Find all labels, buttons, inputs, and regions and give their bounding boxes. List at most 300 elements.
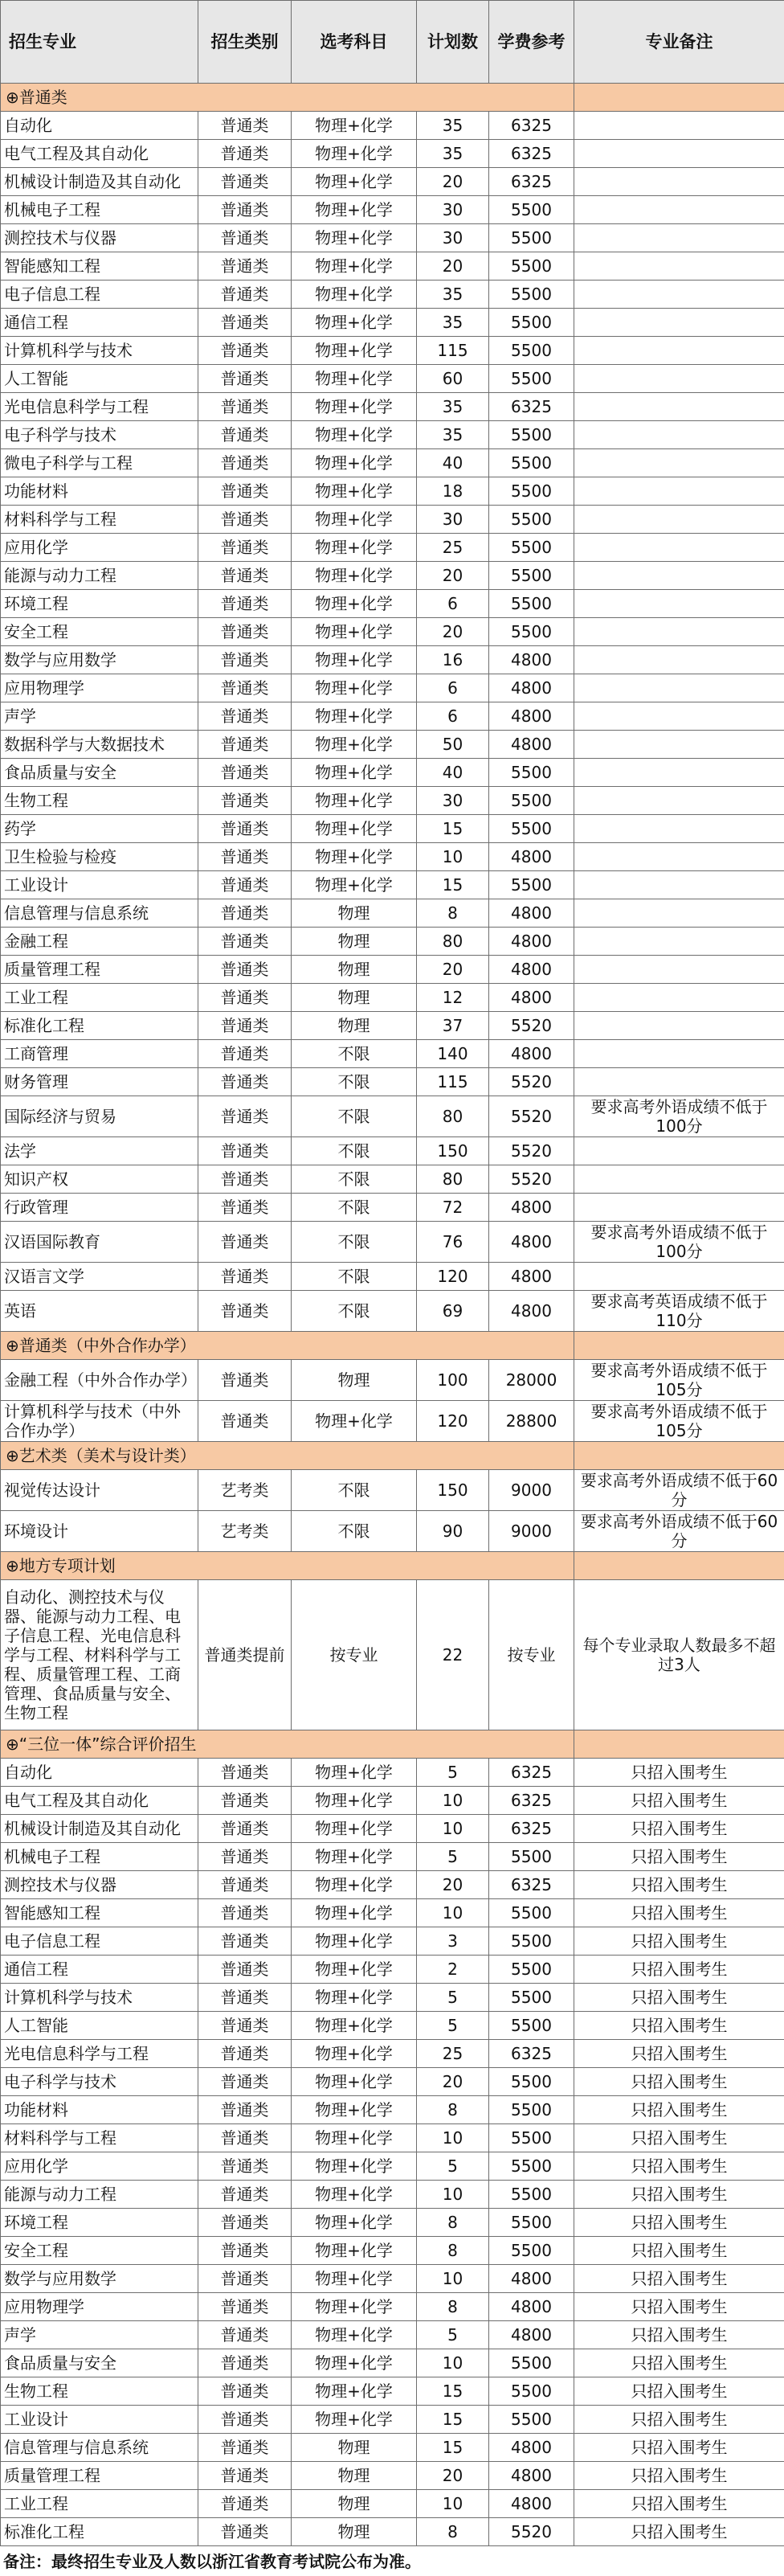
cell-tuition: 5500 <box>489 2096 574 2124</box>
cell-quota: 150 <box>417 1470 489 1511</box>
cell-notes <box>574 984 784 1012</box>
cell-major: 自动化、测控技术与仪器、能源与动力工程、电子信息工程、光电信息科学与工程、材料科学与工程、质量管理工程、工商管理、食品质量与安全、生物工程 <box>1 1580 198 1730</box>
cell-subjects: 物理+化学 <box>292 787 417 815</box>
cell-notes <box>574 590 784 618</box>
table-row <box>1 956 784 984</box>
cell-major: 数学与应用数学 <box>1 646 198 674</box>
cell-quota: 22 <box>417 1580 489 1730</box>
cell-notes: 只招入围考生 <box>574 1871 784 1899</box>
cell-category: 普通类 <box>198 449 292 477</box>
cell-category: 普通类 <box>198 956 292 984</box>
cell-major: 法学 <box>1 1137 198 1165</box>
cell-tuition: 5500 <box>489 309 574 337</box>
cell-category: 普通类 <box>198 1843 292 1871</box>
cell-notes <box>574 787 784 815</box>
cell-subjects: 物理+化学 <box>292 2209 417 2237</box>
table-row <box>1 1899 784 1927</box>
cell-subjects: 物理+化学 <box>292 871 417 899</box>
table-row <box>1 562 784 590</box>
cell-category: 普通类 <box>198 2237 292 2265</box>
cell-major: 标准化工程 <box>1 2518 198 2546</box>
cell-quota: 6 <box>417 674 489 702</box>
section-header <box>1 1730 784 1759</box>
cell-quota: 120 <box>417 1401 489 1442</box>
cell-category: 普通类 <box>198 871 292 899</box>
cell-category: 普通类 <box>198 1291 292 1332</box>
cell-quota: 5 <box>417 1843 489 1871</box>
cell-category: 普通类 <box>198 2181 292 2209</box>
cell-category: 普通类 <box>198 562 292 590</box>
cell-subjects: 物理+化学 <box>292 2012 417 2040</box>
table-row <box>1 449 784 477</box>
cell-subjects: 不限 <box>292 1222 417 1263</box>
cell-tuition: 5500 <box>489 196 574 224</box>
section-empty-cell <box>574 1552 784 1580</box>
cell-subjects: 物理+化学 <box>292 2293 417 2321</box>
cell-category: 普通类 <box>198 1871 292 1899</box>
cell-notes: 只招入围考生 <box>574 2434 784 2462</box>
cell-major: 电子信息工程 <box>1 281 198 309</box>
table-row <box>1 1096 784 1137</box>
cell-subjects: 物理 <box>292 2462 417 2490</box>
section-header <box>1 1332 784 1360</box>
cell-notes: 要求高考外语成绩不低于60分 <box>574 1470 784 1511</box>
table-row <box>1 1759 784 1787</box>
cell-notes <box>574 871 784 899</box>
cell-category: 普通类 <box>198 2209 292 2237</box>
cell-tuition: 5500 <box>489 365 574 393</box>
cell-quota: 8 <box>417 2518 489 2546</box>
cell-notes: 只招入围考生 <box>574 2012 784 2040</box>
cell-notes <box>574 843 784 871</box>
cell-major: 工业工程 <box>1 984 198 1012</box>
cell-tuition: 4800 <box>489 731 574 759</box>
cell-tuition: 6325 <box>489 112 574 140</box>
cell-quota: 35 <box>417 112 489 140</box>
table-row <box>1 2406 784 2434</box>
cell-category: 普通类 <box>198 984 292 1012</box>
cell-notes <box>574 1068 784 1096</box>
cell-major: 英语 <box>1 1291 198 1332</box>
cell-subjects: 物理+化学 <box>292 365 417 393</box>
cell-category: 普通类 <box>198 1096 292 1137</box>
table-row <box>1 1956 784 1984</box>
section-header <box>1 1552 784 1580</box>
cell-subjects: 物理+化学 <box>292 337 417 365</box>
cell-notes: 只招入围考生 <box>574 1787 784 1815</box>
cell-category: 普通类提前 <box>198 1580 292 1730</box>
table-row <box>1 590 784 618</box>
cell-notes <box>574 815 784 843</box>
table-row <box>1 1222 784 1263</box>
cell-major: 生物工程 <box>1 787 198 815</box>
cell-tuition: 4800 <box>489 646 574 674</box>
cell-quota: 18 <box>417 477 489 506</box>
cell-subjects: 物理+化学 <box>292 1984 417 2012</box>
cell-tuition: 5500 <box>489 759 574 787</box>
cell-category: 普通类 <box>198 843 292 871</box>
cell-major: 安全工程 <box>1 2237 198 2265</box>
cell-subjects: 物理+化学 <box>292 477 417 506</box>
header-notes: 专业备注 <box>574 1 784 84</box>
cell-tuition: 5520 <box>489 1137 574 1165</box>
cell-major: 通信工程 <box>1 1956 198 1984</box>
cell-tuition: 5500 <box>489 1956 574 1984</box>
cell-major: 应用物理学 <box>1 674 198 702</box>
table-row <box>1 2462 784 2490</box>
cell-major: 国际经济与贸易 <box>1 1096 198 1137</box>
cell-quota: 8 <box>417 2237 489 2265</box>
cell-subjects: 物理+化学 <box>292 449 417 477</box>
cell-category: 普通类 <box>198 1165 292 1194</box>
cell-quota: 37 <box>417 1012 489 1040</box>
cell-tuition: 4800 <box>489 702 574 731</box>
cell-quota: 30 <box>417 787 489 815</box>
table-row <box>1 2434 784 2462</box>
cell-notes: 只招入围考生 <box>574 2209 784 2237</box>
cell-tuition: 6325 <box>489 168 574 196</box>
cell-subjects: 物理+化学 <box>292 1927 417 1956</box>
header-major: 招生专业 <box>1 1 198 84</box>
cell-notes <box>574 646 784 674</box>
section-title: ⊕“三位一体”综合评价招生 <box>1 1730 574 1759</box>
table-row <box>1 506 784 534</box>
cell-major: 环境工程 <box>1 2209 198 2237</box>
cell-tuition: 5500 <box>489 252 574 281</box>
cell-tuition: 6325 <box>489 2040 574 2068</box>
cell-tuition: 5520 <box>489 1096 574 1137</box>
cell-notes: 只招入围考生 <box>574 1899 784 1927</box>
cell-major: 质量管理工程 <box>1 2462 198 2490</box>
cell-notes: 只招入围考生 <box>574 2265 784 2293</box>
cell-subjects: 按专业 <box>292 1580 417 1730</box>
cell-category: 普通类 <box>198 393 292 421</box>
cell-major: 电气工程及其自动化 <box>1 140 198 168</box>
cell-category: 普通类 <box>198 365 292 393</box>
cell-tuition: 6325 <box>489 140 574 168</box>
cell-major: 应用化学 <box>1 2152 198 2181</box>
cell-tuition: 5500 <box>489 2237 574 2265</box>
cell-subjects: 物理+化学 <box>292 1815 417 1843</box>
section-empty-cell <box>574 1730 784 1759</box>
cell-quota: 2 <box>417 1956 489 1984</box>
cell-subjects: 物理+化学 <box>292 252 417 281</box>
cell-notes <box>574 899 784 928</box>
cell-notes: 只招入围考生 <box>574 1956 784 1984</box>
cell-major: 光电信息科学与工程 <box>1 2040 198 2068</box>
table-body <box>1 84 784 2546</box>
cell-tuition: 5500 <box>489 281 574 309</box>
cell-category: 普通类 <box>198 224 292 252</box>
cell-tuition: 6325 <box>489 1787 574 1815</box>
cell-notes: 只招入围考生 <box>574 1759 784 1787</box>
cell-major: 环境设计 <box>1 1511 198 1552</box>
cell-subjects: 物理+化学 <box>292 140 417 168</box>
cell-quota: 6 <box>417 590 489 618</box>
cell-major: 自动化 <box>1 1759 198 1787</box>
cell-subjects: 物理 <box>292 928 417 956</box>
cell-subjects: 物理 <box>292 984 417 1012</box>
table-row <box>1 2096 784 2124</box>
cell-major: 计算机科学与技术 <box>1 337 198 365</box>
cell-category: 普通类 <box>198 1401 292 1442</box>
cell-tuition: 5500 <box>489 871 574 899</box>
cell-tuition: 4800 <box>489 2490 574 2518</box>
cell-subjects: 物理+化学 <box>292 646 417 674</box>
cell-tuition: 5500 <box>489 1984 574 2012</box>
cell-tuition: 5520 <box>489 1165 574 1194</box>
table-row <box>1 1291 784 1332</box>
cell-subjects: 物理 <box>292 1012 417 1040</box>
table-row <box>1 1012 784 1040</box>
cell-major: 安全工程 <box>1 618 198 646</box>
cell-category: 普通类 <box>198 2265 292 2293</box>
cell-major: 金融工程 <box>1 928 198 956</box>
table-row <box>1 1927 784 1956</box>
cell-subjects: 物理+化学 <box>292 1843 417 1871</box>
cell-tuition: 5500 <box>489 477 574 506</box>
cell-major: 汉语言文学 <box>1 1263 198 1291</box>
cell-quota: 35 <box>417 140 489 168</box>
cell-category: 普通类 <box>198 1360 292 1401</box>
cell-category: 普通类 <box>198 112 292 140</box>
cell-tuition: 5500 <box>489 787 574 815</box>
cell-major: 工商管理 <box>1 1040 198 1068</box>
cell-major: 通信工程 <box>1 309 198 337</box>
cell-subjects: 物理+化学 <box>292 562 417 590</box>
cell-category: 普通类 <box>198 2152 292 2181</box>
table-row <box>1 421 784 449</box>
cell-major: 测控技术与仪器 <box>1 1871 198 1899</box>
cell-tuition: 5500 <box>489 1843 574 1871</box>
cell-subjects: 物理+化学 <box>292 534 417 562</box>
cell-subjects: 物理+化学 <box>292 168 417 196</box>
cell-notes <box>574 393 784 421</box>
cell-quota: 10 <box>417 2490 489 2518</box>
cell-category: 普通类 <box>198 506 292 534</box>
cell-category: 普通类 <box>198 787 292 815</box>
cell-major: 电气工程及其自动化 <box>1 1787 198 1815</box>
cell-tuition: 5500 <box>489 534 574 562</box>
cell-notes <box>574 759 784 787</box>
cell-subjects: 物理+化学 <box>292 2068 417 2096</box>
cell-major: 应用化学 <box>1 534 198 562</box>
cell-major: 工业设计 <box>1 871 198 899</box>
cell-quota: 8 <box>417 2293 489 2321</box>
table-row <box>1 1401 784 1442</box>
cell-tuition: 28800 <box>489 1401 574 1442</box>
cell-quota: 6 <box>417 702 489 731</box>
table-row <box>1 2265 784 2293</box>
cell-major: 行政管理 <box>1 1194 198 1222</box>
cell-tuition: 5520 <box>489 1012 574 1040</box>
table-row <box>1 2209 784 2237</box>
cell-major: 生物工程 <box>1 2377 198 2406</box>
cell-category: 普通类 <box>198 252 292 281</box>
table-row <box>1 1580 784 1730</box>
cell-notes: 要求高考外语成绩不低于60分 <box>574 1511 784 1552</box>
cell-category: 普通类 <box>198 140 292 168</box>
table-row <box>1 618 784 646</box>
cell-notes <box>574 112 784 140</box>
cell-major: 工业工程 <box>1 2490 198 2518</box>
cell-major: 材料科学与工程 <box>1 506 198 534</box>
cell-quota: 5 <box>417 2321 489 2349</box>
cell-quota: 35 <box>417 309 489 337</box>
cell-major: 自动化 <box>1 112 198 140</box>
cell-major: 信息管理与信息系统 <box>1 2434 198 2462</box>
cell-notes: 只招入围考生 <box>574 1815 784 1843</box>
cell-quota: 5 <box>417 1984 489 2012</box>
cell-quota: 20 <box>417 168 489 196</box>
cell-category: 普通类 <box>198 309 292 337</box>
cell-notes: 只招入围考生 <box>574 2406 784 2434</box>
cell-quota: 15 <box>417 871 489 899</box>
cell-subjects: 物理+化学 <box>292 1759 417 1787</box>
cell-tuition: 4800 <box>489 1222 574 1263</box>
cell-tuition: 4800 <box>489 1291 574 1332</box>
cell-category: 普通类 <box>198 2040 292 2068</box>
cell-category: 普通类 <box>198 1012 292 1040</box>
cell-tuition: 9000 <box>489 1511 574 1552</box>
cell-quota: 12 <box>417 984 489 1012</box>
table-row <box>1 1843 784 1871</box>
cell-major: 金融工程（中外合作办学） <box>1 1360 198 1401</box>
table-row <box>1 2181 784 2209</box>
cell-subjects: 物理+化学 <box>292 2040 417 2068</box>
cell-tuition: 6325 <box>489 1815 574 1843</box>
cell-quota: 40 <box>417 449 489 477</box>
cell-subjects: 物理+化学 <box>292 224 417 252</box>
cell-tuition: 6325 <box>489 1871 574 1899</box>
cell-major: 能源与动力工程 <box>1 2181 198 2209</box>
cell-subjects: 物理+化学 <box>292 309 417 337</box>
table-row <box>1 899 784 928</box>
cell-tuition: 9000 <box>489 1470 574 1511</box>
cell-category: 普通类 <box>198 646 292 674</box>
cell-notes <box>574 281 784 309</box>
cell-major: 光电信息科学与工程 <box>1 393 198 421</box>
cell-subjects: 物理+化学 <box>292 702 417 731</box>
cell-subjects: 不限 <box>292 1040 417 1068</box>
cell-category: 普通类 <box>198 815 292 843</box>
cell-notes: 只招入围考生 <box>574 2293 784 2321</box>
cell-notes: 要求高考外语成绩不低于100分 <box>574 1222 784 1263</box>
cell-tuition: 4800 <box>489 2462 574 2490</box>
table-row <box>1 1787 784 1815</box>
cell-quota: 100 <box>417 1360 489 1401</box>
cell-tuition: 5520 <box>489 2518 574 2546</box>
cell-subjects: 物理+化学 <box>292 2321 417 2349</box>
cell-quota: 10 <box>417 843 489 871</box>
cell-category: 普通类 <box>198 928 292 956</box>
cell-notes: 只招入围考生 <box>574 2152 784 2181</box>
cell-category: 艺考类 <box>198 1511 292 1552</box>
cell-quota: 20 <box>417 562 489 590</box>
cell-major: 电子信息工程 <box>1 1927 198 1956</box>
cell-quota: 10 <box>417 2181 489 2209</box>
table-row <box>1 2124 784 2152</box>
cell-category: 普通类 <box>198 2096 292 2124</box>
cell-quota: 20 <box>417 2068 489 2096</box>
table-row <box>1 2490 784 2518</box>
cell-tuition: 5500 <box>489 2124 574 2152</box>
cell-tuition: 5500 <box>489 590 574 618</box>
cell-tuition: 按专业 <box>489 1580 574 1730</box>
cell-category: 普通类 <box>198 281 292 309</box>
cell-major: 智能感知工程 <box>1 252 198 281</box>
cell-major: 食品质量与安全 <box>1 2349 198 2377</box>
table-row <box>1 168 784 196</box>
cell-subjects: 物理+化学 <box>292 843 417 871</box>
cell-category: 普通类 <box>198 1899 292 1927</box>
cell-notes <box>574 562 784 590</box>
cell-notes: 只招入围考生 <box>574 2377 784 2406</box>
cell-category: 普通类 <box>198 2293 292 2321</box>
table-row <box>1 1815 784 1843</box>
cell-major: 电子科学与技术 <box>1 2068 198 2096</box>
cell-subjects: 物理 <box>292 899 417 928</box>
cell-tuition: 4800 <box>489 984 574 1012</box>
cell-category: 普通类 <box>198 1927 292 1956</box>
cell-subjects: 不限 <box>292 1511 417 1552</box>
cell-subjects: 物理+化学 <box>292 674 417 702</box>
cell-major: 声学 <box>1 2321 198 2349</box>
cell-notes: 只招入围考生 <box>574 2124 784 2152</box>
cell-tuition: 5500 <box>489 449 574 477</box>
cell-notes: 只招入围考生 <box>574 2349 784 2377</box>
cell-subjects: 物理 <box>292 1360 417 1401</box>
cell-quota: 35 <box>417 281 489 309</box>
cell-tuition: 5500 <box>489 562 574 590</box>
cell-notes <box>574 477 784 506</box>
cell-notes <box>574 1263 784 1291</box>
cell-quota: 60 <box>417 365 489 393</box>
table-row <box>1 309 784 337</box>
cell-subjects: 物理+化学 <box>292 2152 417 2181</box>
cell-quota: 10 <box>417 2124 489 2152</box>
cell-notes <box>574 421 784 449</box>
cell-category: 普通类 <box>198 2518 292 2546</box>
section-title: ⊕普通类（中外合作办学） <box>1 1332 574 1360</box>
table-row <box>1 1194 784 1222</box>
cell-major: 卫生检验与检疫 <box>1 843 198 871</box>
cell-major: 信息管理与信息系统 <box>1 899 198 928</box>
cell-category: 普通类 <box>198 534 292 562</box>
cell-tuition: 5500 <box>489 1927 574 1956</box>
cell-notes <box>574 674 784 702</box>
table-row <box>1 1068 784 1096</box>
cell-quota: 72 <box>417 1194 489 1222</box>
cell-subjects: 物理+化学 <box>292 393 417 421</box>
table-row <box>1 2321 784 2349</box>
section-empty-cell <box>574 1332 784 1360</box>
cell-major: 机械电子工程 <box>1 1843 198 1871</box>
table-row <box>1 674 784 702</box>
cell-category: 普通类 <box>198 2349 292 2377</box>
cell-tuition: 4800 <box>489 1040 574 1068</box>
cell-major: 知识产权 <box>1 1165 198 1194</box>
cell-quota: 30 <box>417 506 489 534</box>
cell-tuition: 5500 <box>489 1899 574 1927</box>
cell-category: 艺考类 <box>198 1470 292 1511</box>
cell-major: 药学 <box>1 815 198 843</box>
cell-subjects: 物理+化学 <box>292 1899 417 1927</box>
cell-notes <box>574 928 784 956</box>
cell-tuition: 4800 <box>489 928 574 956</box>
table-row <box>1 1511 784 1552</box>
table-row <box>1 646 784 674</box>
